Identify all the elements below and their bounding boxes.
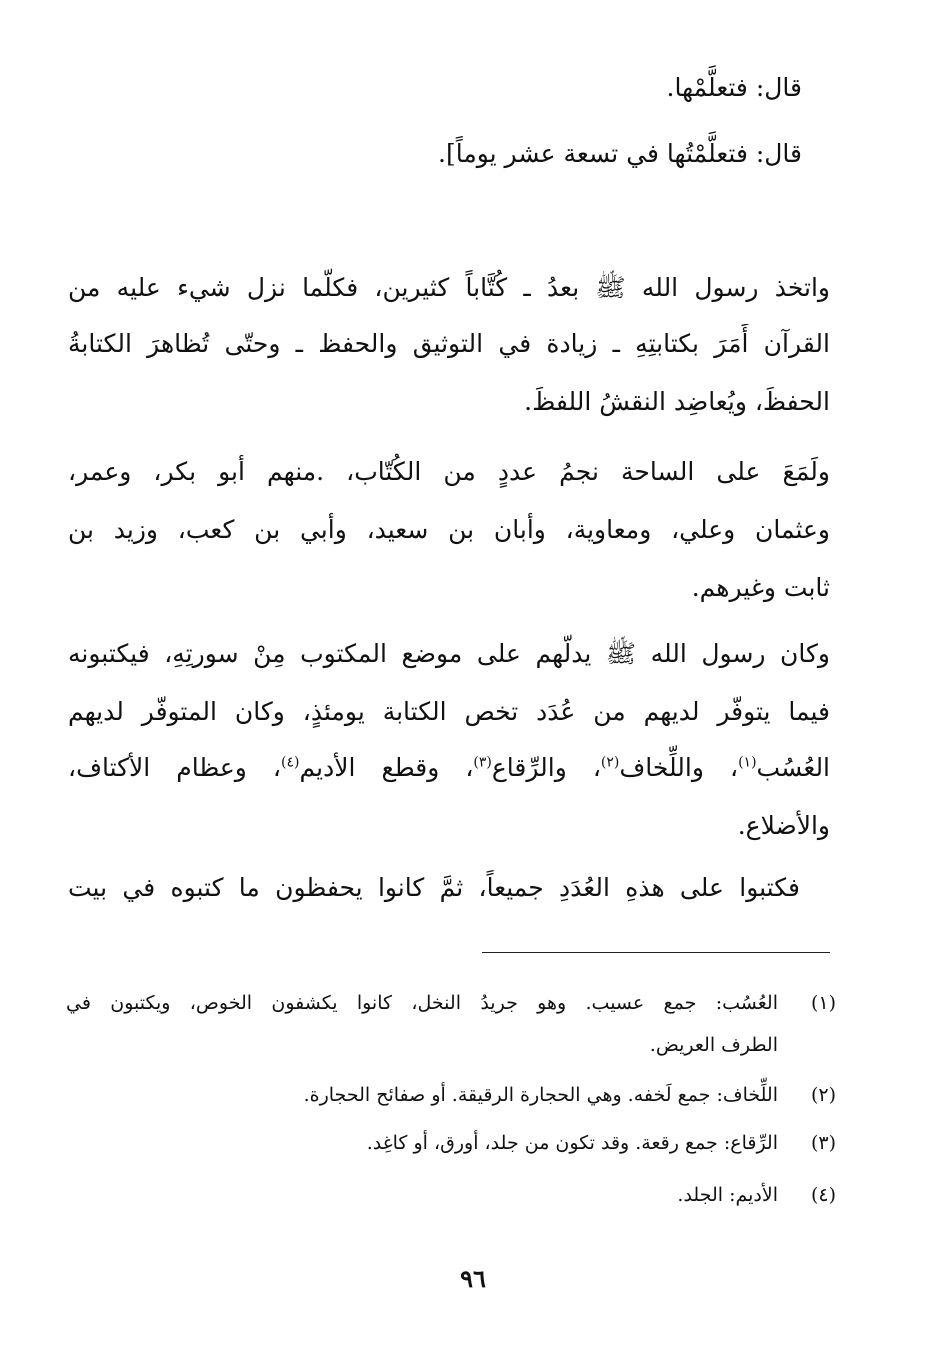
word-adim: وقطع الأديم (299, 753, 440, 782)
paragraph-1-line-2: القرآن أَمَرَ بكتابتِهِ ـ زيادة في التوثيق والحفظ ـ وحتّى تُظاهرَ الكتابةُ (68, 329, 830, 358)
verse-line-2: قال: فتعلَّمْتُها في تسعة عشر يوماً]. (438, 139, 802, 168)
paragraph-2-line-1: ولَمَعَ على الساحة نجمُ عددٍ من الكُتّاب، .منهم أبو بكر، وعمر، (68, 457, 830, 486)
paragraph-3-line-3: العُسُب$^{(١)}$، واللِّخاف$^{(٢)}$، والرِّقاع$^{(٣)}$، وقطع الأديم$^{(٤)}$، وعظام الأكتاف، (68, 753, 831, 782)
word-aktaf: وعظام الأكتاف، (68, 753, 247, 782)
word-usub: العُسُب (756, 753, 831, 782)
word-riqa: والرِّقاع (491, 753, 567, 782)
word-likhaf: واللِّخاف (619, 753, 704, 782)
verse-line-1: قال: فتعلَّمْها. (666, 73, 802, 102)
footnote-1-number: (١) (810, 992, 836, 1014)
paragraph-1-line-1: واتخذ رسول الله ﷺ بعدُ ـ كُتَّاباً كثيرين، فكلَّما نزل شيء عليه من (68, 273, 830, 302)
paragraph-3-line-4: والأضلاع. (737, 811, 830, 840)
paragraph-2-line-2: وعثمان وعلي، ومعاوية، وأبان بن سعيد، وأبي بن كعب، وزيد بن (68, 515, 830, 544)
footnote-2-line-1: اللِّخاف: جمع لَخفه. وهي الحجارة الرقيقة. أو صفائح الحجارة. (303, 1084, 778, 1106)
footnote-ref-2[interactable]: (٢) (600, 754, 620, 771)
footnote-3-number: (٣) (810, 1132, 836, 1154)
footnote-1-line-2: الطرف العريض. (649, 1034, 778, 1056)
paragraph-2-line-3: ثابت وغيرهم. (691, 573, 830, 602)
paragraph-3-line-1: وكان رسول الله ﷺ يدلُّهم على موضع المكتوب مِنْ سورتِهِ، فيكتبونه (68, 639, 830, 668)
footnote-4-number: (٤) (810, 1184, 836, 1206)
footnote-ref-3[interactable]: (٣) (473, 754, 492, 771)
footnote-2-number: (٢) (810, 1084, 836, 1106)
footnote-1-line-1: العُسُب: جمع عسيب. وهو جريدُ النخل، كانوا يكشفون الخوص، ويكتبون في (66, 992, 778, 1014)
paragraph-3-line-2: فيما يتوفّر لديهم من عُدَد تخص الكتابة يومئذٍ، وكان المتوفّر لديهم (68, 697, 830, 726)
footnote-separator (482, 952, 830, 953)
footnote-ref-4[interactable]: (٤) (281, 754, 300, 771)
page-number: ٩٦ (460, 1264, 486, 1293)
footnote-3-line-1: الرِّقاع: جمع رقعة. وقد تكون من جلد، أورق، أو كاغِد. (366, 1132, 778, 1154)
footnote-ref-1[interactable]: (١) (738, 754, 757, 771)
footnote-4-line-1: الأديم: الجلد. (677, 1184, 778, 1206)
paragraph-1-line-3: الحفظَ، ويُعاضِد النقشُ اللفظَ. (524, 387, 830, 416)
paragraph-4-line-1: فكتبوا على هذهِ العُدَدِ جميعاً، ثمَّ كانوا يحفظون ما كتبوه في بيت (68, 873, 800, 902)
